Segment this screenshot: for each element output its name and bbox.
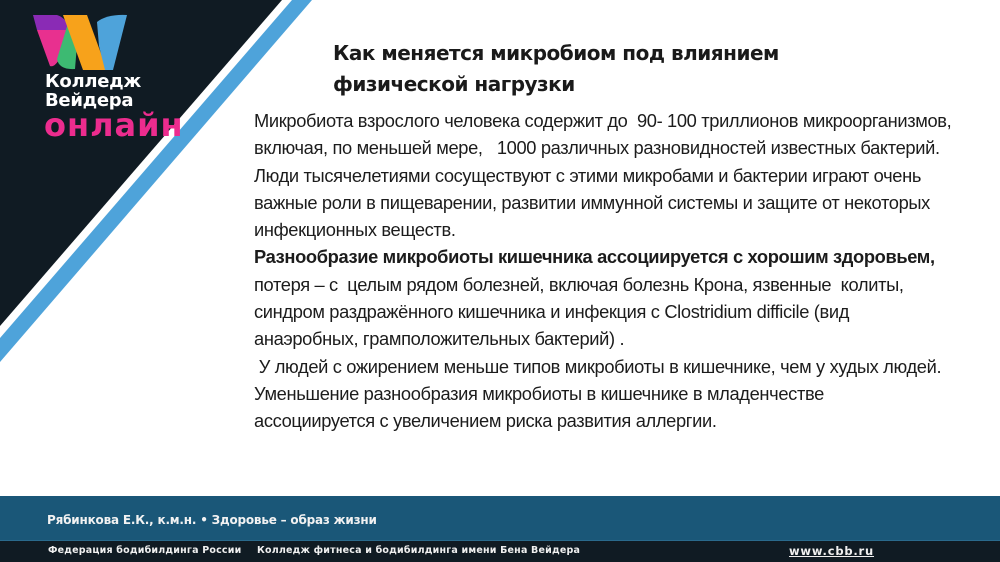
slide-title-line-2: физической нагрузки (333, 72, 575, 96)
paragraph-text: Микробиота взрослого человека содержит до 90- 100 триллионов микроорганизмов, включая, по меньшей мере, 1000 различных разновидностей известных бактерий. Люди тысячелетиями сосуществуют с этими микробами и бактерии играют очень важные роли в пищеварении, развитии иммунной системы и защите от некоторых инфекционных веществ. (254, 110, 957, 241)
website-link[interactable]: www.cbb.ru (789, 544, 875, 558)
paragraph-obesity-allergy (254, 353, 954, 435)
paragraph-text: У людей с ожирением меньше типов микробиоты в кишечнике, чем у худых людей. Уменьшение разнообразия микробиоты в кишечнике в младенчестве ассоциируется с увеличением риска развития аллергии. (254, 355, 946, 432)
footer-organizations-bar (0, 541, 1000, 562)
college-label: Колледж фитнеса и бодибилдинга имени Бена Вейдера (257, 545, 581, 556)
logo-wordmark (45, 72, 141, 110)
federation-label: Федерация бодибилдинга России (48, 545, 242, 556)
author-credits: Рябинкова Е.К., к.м.н. • Здоровье – образ жизни (47, 513, 377, 527)
slide-body (254, 107, 957, 435)
logo-online-label: онлайн (44, 106, 184, 144)
logo-line-college: Колледж (45, 71, 142, 92)
college-logo-icon (33, 14, 128, 70)
paragraph-diversity-health (254, 243, 954, 352)
slide-title-line-1: Как меняется микробиом под влиянием (333, 41, 779, 65)
logo-line-weider: Вейдера (45, 90, 134, 111)
slide-title (333, 38, 893, 100)
paragraph-bold-lead: Разнообразие микробиоты кишечника ассоциируется с хорошим здоровьем, (254, 246, 935, 268)
paragraph-text: потеря – с целым рядом болезней, включая болезнь Крона, язвенные колиты, синдром раздражённого кишечника и инфекция с Clostridium difficile (вид анаэробных, грамположительных бактерий) . (254, 246, 940, 350)
paragraph-microbiota-overview (254, 107, 957, 243)
footer-credits-bar (0, 496, 1000, 541)
